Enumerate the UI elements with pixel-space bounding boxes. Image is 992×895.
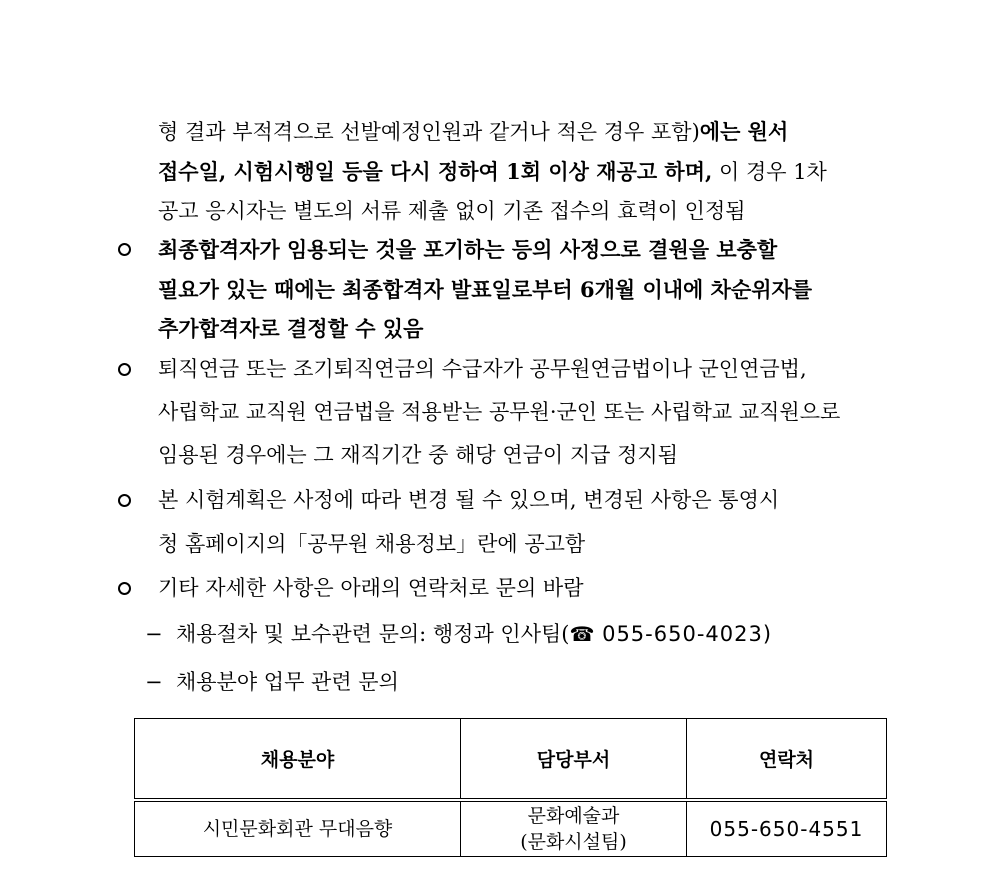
paragraph-line-1 xyxy=(158,118,788,146)
phone-icon: ☎ xyxy=(569,622,595,646)
circle-bullet-icon xyxy=(118,363,131,376)
circle-bullet-icon xyxy=(118,494,131,507)
paragraph-text: 형 결과 부적격으로 선발예정인원과 같거나 적은 경우 포함) xyxy=(158,120,700,144)
paragraph-bold-text: 접수일, 시험시행일 등을 다시 정하여 1회 이상 재공고 하며, xyxy=(158,159,713,184)
bullet3-line-2: 청 홈페이지의「공무원 채용정보」란에 공고함 xyxy=(158,532,586,556)
contact-table xyxy=(134,718,887,857)
paragraph-line-2 xyxy=(158,158,827,186)
dash-item-1 xyxy=(145,620,772,648)
dash-icon: − xyxy=(145,622,163,646)
header-field: 채용분야 xyxy=(135,719,461,801)
cell-field: 시민문화회관 무대음향 xyxy=(135,800,461,857)
bullet1-line-1: 최종합격자가 임용되는 것을 포기하는 등의 사정으로 결원을 보충할 xyxy=(158,237,778,262)
bullet3-line-1: 본 시험계획은 사정에 따라 변경 될 수 있으며, 변경된 사항은 통영시 xyxy=(158,488,780,512)
bullet1-line-3: 추가합격자로 결정할 수 있음 xyxy=(158,316,424,341)
cell-department xyxy=(461,800,687,857)
bullet2-line-1: 퇴직연금 또는 조기퇴직연금의 수급자가 공무원연금법이나 군인연금법, xyxy=(158,357,807,381)
table-row xyxy=(135,800,887,857)
bullet1-line-2: 필요가 있는 때에는 최종합격자 발표일로부터 6개월 이내에 차순위자를 xyxy=(158,277,813,302)
dash-item-text: 채용절차 및 보수관련 문의: 행정과 인사팀( xyxy=(175,622,570,646)
paragraph-bold-text: 에는 원서 xyxy=(699,119,789,144)
paragraph-text: 이 경우 1차 xyxy=(712,160,827,184)
bullet2-line-3: 임용된 경우에는 그 재직기간 중 해당 연금이 지급 정지됨 xyxy=(158,443,678,467)
paragraph-line-3: 공고 응시자는 별도의 서류 제출 없이 기존 접수의 효력이 인정됨 xyxy=(158,199,746,223)
bullet4-line-1: 기타 자세한 사항은 아래의 연락처로 문의 바람 xyxy=(158,576,584,600)
dept-line-1: 문화예술과 xyxy=(527,805,620,827)
dept-line-2: (문화시설팀) xyxy=(520,831,627,853)
table-header-row xyxy=(135,719,887,801)
phone-number: 055-650-4023) xyxy=(594,622,773,646)
circle-bullet-icon xyxy=(118,582,131,595)
dash-item-2 xyxy=(145,668,399,696)
bullet2-line-2: 사립학교 교직원 연금법을 적용받는 공무원·군인 또는 사립학교 교직원으로 xyxy=(158,400,841,424)
header-department: 담당부서 xyxy=(461,719,687,801)
dash-item-text: 채용분야 업무 관련 문의 xyxy=(175,670,399,694)
header-contact: 연락처 xyxy=(687,719,887,801)
dash-icon: − xyxy=(145,670,163,694)
cell-phone: 055-650-4551 xyxy=(687,800,887,857)
circle-bullet-icon xyxy=(118,243,131,256)
